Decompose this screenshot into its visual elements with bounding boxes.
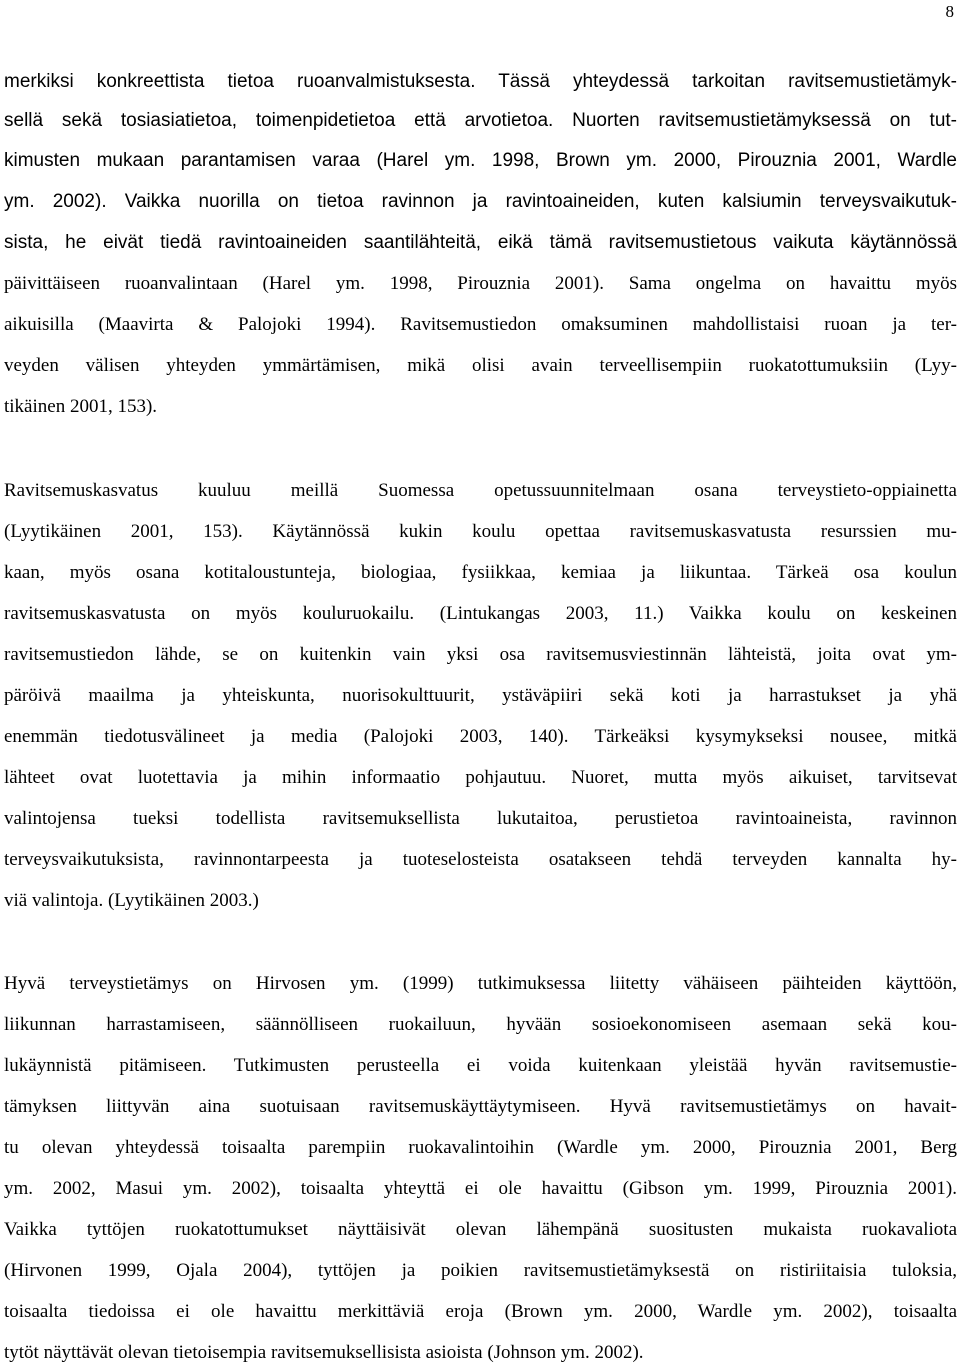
- text-line: päivittäiseen ruoanvalintaan (Harel ym. 1998, Pirouznia 2001). Sama ongelma on havaittu myös: [4, 273, 957, 294]
- text-line: valintojensa tueksi todellista ravitsemuksellista lukutaitoa, perustietoa ravintoaineista, ravinnon: [4, 808, 957, 829]
- text-line: Ravitsemuskasvatus kuuluu meillä Suomessa opetussuunnitelmaan osana terveystieto-oppiainetta: [4, 480, 957, 501]
- text-line: terveysvaikutuksista, ravinnontarpeesta ja tuoteselosteista osatakseen tehdä terveyden kannalta hy-: [4, 849, 957, 870]
- text-line: enemmän tiedotusvälineet ja media (Palojoki 2003, 140). Tärkeäksi kysymykseksi nousee, mitkä: [4, 726, 957, 747]
- text-line: lukäynnistä pitämiseen. Tutkimusten perusteella ei voida kuitenkaan yleistää hyvän ravitsemustie-: [4, 1055, 957, 1076]
- text-line: päröivä maailma ja yhteiskunta, nuorisokulttuurit, ystäväpiiri sekä koti ja harrastukset ja yhä: [4, 685, 957, 706]
- text-line: Vaikka tyttöjen ruokatottumukset näyttäisivät olevan lähempänä suositusten mukaista ruokavaliota: [4, 1219, 957, 1240]
- text-line: tämyksen liittyvän aina suotuisaan ravitsemuskäyttäytymiseen. Hyvä ravitsemustietämys on havait-: [4, 1096, 957, 1117]
- text-line: sellä sekä tosiasiatietoa, toimenpidetietoa että arvotietoa. Nuorten ravitsemustietämyksessä on tut-: [4, 110, 957, 131]
- text-line: kimusten mukaan parantamisen varaa (Harel ym. 1998, Brown ym. 2000, Pirouznia 2001, Wardle: [4, 150, 957, 171]
- text-line: ym. 2002). Vaikka nuorilla on tietoa ravinnon ja ravintoaineiden, kuten kalsiumin terveysvaikutuk-: [4, 191, 957, 212]
- text-line: tu olevan yhteydessä toisaalta parempiin ruokavalintoihin (Wardle ym. 2000, Pirouznia 2001, Berg: [4, 1137, 957, 1158]
- text-line: ravitsemuskasvatusta on myös kouluruokailu. (Lintukangas 2003, 11.) Vaikka koulu on keskeinen: [4, 603, 957, 624]
- text-line: liikunnan harrastamiseen, säännölliseen ruokailuun, hyvään sosioekonomiseen asemaan sekä kou-: [4, 1014, 957, 1035]
- text-line: veyden välisen yhteyden ymmärtämisen, mikä olisi avain terveellisempiin ruokatottumuksiin (Lyy-: [4, 355, 957, 376]
- text-line: ym. 2002, Masui ym. 2002), toisaalta yhteyttä ei ole havaittu (Gibson ym. 1999, Pirouznia 2001).: [4, 1178, 957, 1199]
- text-line: merkiksi konkreettista tietoa ruoanvalmistuksesta. Tässä yhteydessä tarkoitan ravitsemustietämyk-: [4, 71, 957, 92]
- page-number: 8: [945, 2, 954, 21]
- text-line: aikuisilla (Maavirta & Palojoki 1994). Ravitsemustiedon omaksuminen mahdollistaisi ruoan ja ter-: [4, 314, 957, 335]
- text-line: kaan, myös osana kotitaloustunteja, biologiaa, fysiikkaa, kemiaa ja liikuntaa. Tärkeä osa koulun: [4, 562, 957, 583]
- text-line: tytöt näyttävät olevan tietoisempia ravitsemuksellisista asioista (Johnson ym. 2002).: [4, 1342, 644, 1363]
- text-line: viä valintoja. (Lyytikäinen 2003.): [4, 890, 259, 911]
- text-line: sista, he eivät tiedä ravintoaineiden saantilähteitä, eikä tämä ravitsemustietous vaikuta käytännössä: [4, 232, 957, 253]
- text-line: ravitsemustiedon lähde, se on kuitenkin vain yksi osa ravitsemusviestinnän lähteistä, joita ovat ym-: [4, 644, 957, 665]
- text-line: tikäinen 2001, 153).: [4, 396, 158, 417]
- text-line: (Lyytikäinen 2001, 153). Käytännössä kukin koulu opettaa ravitsemuskasvatusta resurssien mu-: [4, 521, 957, 542]
- text-line: toisaalta tiedoissa ei ole havaittu merkittäviä eroja (Brown ym. 2000, Wardle ym. 2002), toisaalta: [4, 1301, 957, 1322]
- text-line: lähteet ovat luotettavia ja mihin informaatio pohjautuu. Nuoret, mutta myös aikuiset, tarvitsevat: [4, 767, 957, 788]
- text-line: Hyvä terveystietämys on Hirvosen ym. (1999) tutkimuksessa liitetty vähäiseen päihteiden käyttöön,: [4, 973, 957, 994]
- text-line: (Hirvonen 1999, Ojala 2004), tyttöjen ja poikien ravitsemustietämyksestä on ristiriitaisia tuloksia,: [4, 1260, 957, 1281]
